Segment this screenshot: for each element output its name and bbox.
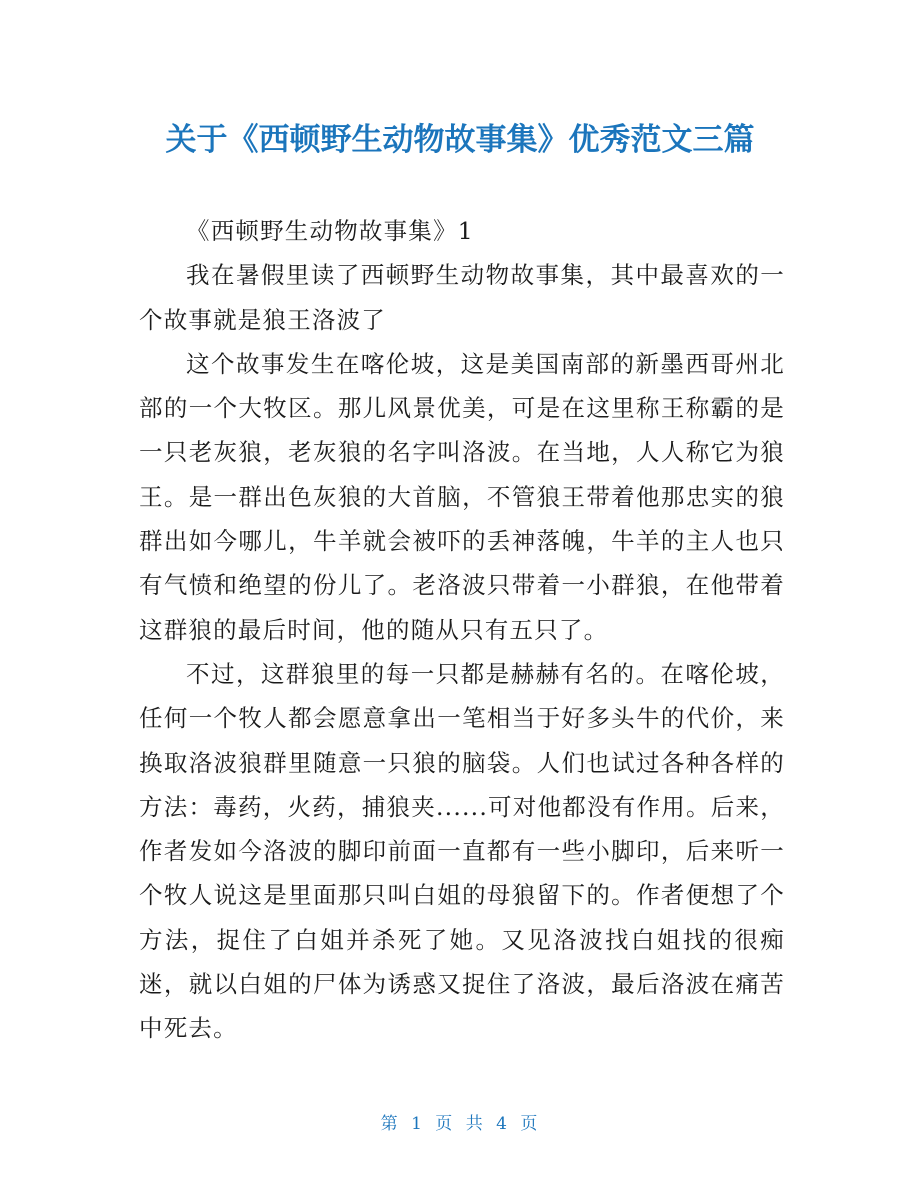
document-title: 关于《西顿野生动物故事集》优秀范文三篇 — [165, 122, 755, 158]
footer-total-pages: 4 — [496, 1114, 509, 1134]
footer-page-number: 1 — [411, 1114, 424, 1134]
document-body — [139, 209, 785, 1051]
paragraph-2: 这个故事发生在喀伦坡，这是美国南部的新墨西哥州北部的一个大牧区。那儿风景优美，可是在这里称王称霸的是一只老灰狼，老灰狼的名字叫洛波。在当地，人人称它为狼王。是一群出色灰狼的大首脑，不管狼王带着他那忠实的狼群出如今哪儿，牛羊就会被吓的丢神落魄，牛羊的主人也只有气愤和绝望的份儿了。老洛波只带着一小群狼，在他带着这群狼的最后时间，他的随从只有五只了。 — [139, 349, 785, 644]
paragraph-heading: 《西顿野生动物故事集》1 — [186, 217, 474, 245]
footer-page-prefix: 第 — [380, 1114, 400, 1134]
footer-total-prefix: 共 — [465, 1114, 485, 1134]
paragraph-3: 不过，这群狼里的每一只都是赫赫有名的。在喀伦坡，任何一个牧人都会愿意拿出一笔相当于好多头牛的代价，来换取洛波狼群里随意一只狼的脑袋。人们也试过各种各样的方法：毒药，火药，捕狼夹......可对他都没有作用。后来，作者发如今洛波的脚印前面一直都有一些小脚印，后来听一个牧人说这是里面那只叫白姐的母狼留下的。作者便想了个方法，捉住了白姐并杀死了她。又见洛波找白姐找的很痴迷，就以白姐的尸体为诱惑又捉住了洛波，最后洛波在痛苦中死去。 — [139, 659, 785, 1043]
page-footer — [0, 1112, 920, 1136]
paragraph-1: 我在暑假里读了西顿野生动物故事集，其中最喜欢的一个故事就是狼王洛波了 — [139, 261, 785, 334]
footer-total-label: 页 — [520, 1114, 540, 1134]
footer-page-label: 页 — [435, 1114, 455, 1134]
